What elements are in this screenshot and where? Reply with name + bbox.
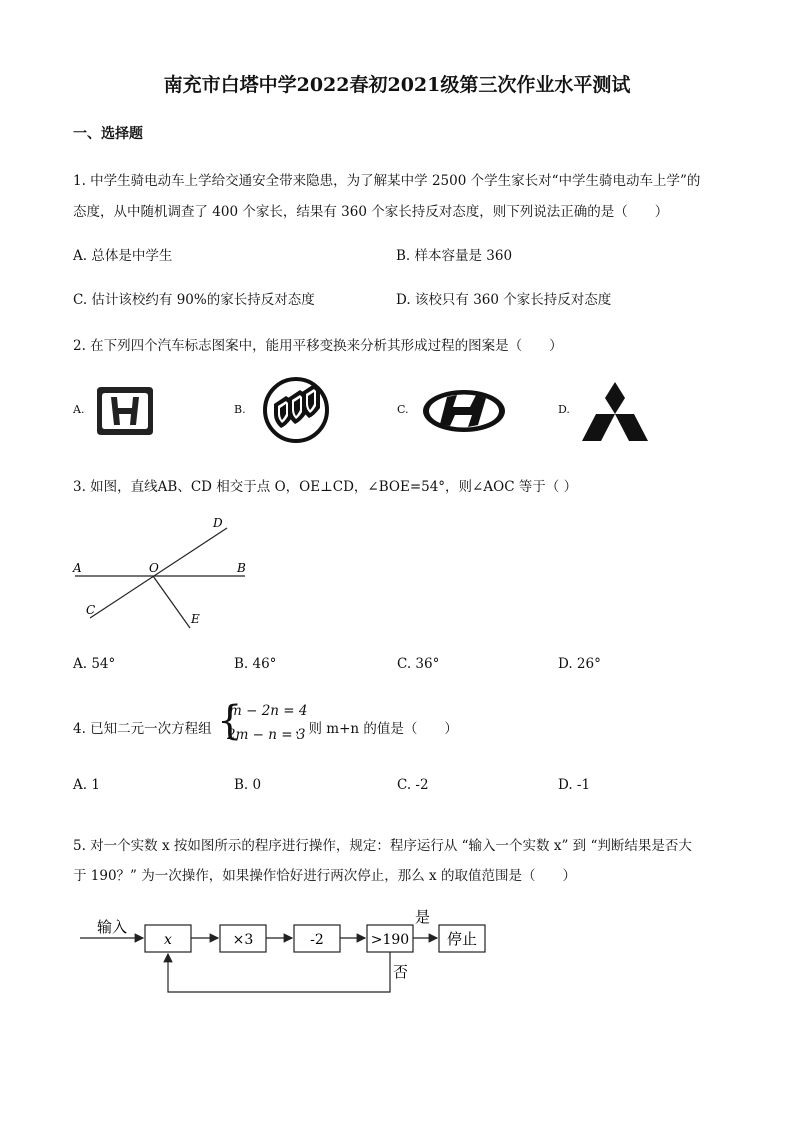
flow-box-compare-label: >190 <box>370 932 410 948</box>
q2-label-d: D. <box>558 403 570 416</box>
q4-prefix: 4. 已知二元一次方程组 <box>73 721 212 737</box>
flow-box-x-label: x <box>164 932 172 948</box>
q1-option-b: B. 样本容量是 360 <box>396 248 513 264</box>
q3-option-a: A. 54° <box>73 656 116 672</box>
q3-option-c: C. 36° <box>397 656 440 672</box>
q3-option-b: B. 46° <box>234 656 277 672</box>
flow-box-stop-label: 停止 <box>446 930 478 948</box>
q1-text-line2: 态度，从中随机调查了 400 个家长，结果有 360 个家长持反对态度，则下列说法正确的是（ ） <box>73 204 669 220</box>
q4-suffix: ，则 m+n 的值是（ ） <box>295 721 458 737</box>
q4-option-c: C. -2 <box>397 777 429 793</box>
section-heading: 一、选择题 <box>73 126 143 142</box>
q1-text-line1: 1. 中学生骑电动车上学给交通安全带来隐患，为了解某中学 2500 个学生家长对“中学生骑电动车上学”的 <box>73 173 701 189</box>
buick-logo-icon <box>262 376 330 444</box>
flow-box-times3-label: ×3 <box>232 932 254 948</box>
flow-no-label: 否 <box>393 963 409 981</box>
q1-option-a: A. 总体是中学生 <box>73 248 173 264</box>
q2-label-a: A. <box>73 403 85 416</box>
label-b: B <box>237 561 246 575</box>
q4-equation-1: m − 2n = 4 <box>229 703 308 719</box>
q4-option-a: A. 1 <box>73 777 100 793</box>
q1-option-d: D. 该校只有 360 个家长持反对态度 <box>396 292 612 308</box>
q4-option-d: D. -1 <box>558 777 591 793</box>
label-e: E <box>191 612 200 626</box>
equation-brace: { <box>217 698 243 744</box>
flow-input-label: 输入 <box>97 918 128 936</box>
page-title: 南充市白塔中学2022春初2021级第三次作业水平测试 <box>163 74 631 96</box>
label-d: D <box>213 516 223 530</box>
mitsubishi-logo-icon <box>580 381 650 443</box>
q3-option-d: D. 26° <box>558 656 601 672</box>
q5-text-line2: 于 190？” 为一次操作，如果操作恰好进行两次停止，那么 x 的取值范围是（ ） <box>73 868 576 884</box>
q3-text: 3. 如图，直线AB、CD 相交于点 O，OE⊥CD，∠BOE=54°，则∠AOC 等于（ ） <box>73 479 578 495</box>
q2-label-b: B. <box>234 403 246 416</box>
label-o: O <box>149 561 159 575</box>
q4-equation-2: 2m − n = 3 <box>227 727 306 743</box>
q2-text: 2. 在下列四个汽车标志图案中，能用平移变换来分析其形成过程的图案是（ ） <box>73 338 563 354</box>
q1-option-c: C. 估计该校约有 90%的家长持反对态度 <box>73 292 315 308</box>
hyundai-logo-icon <box>420 387 508 435</box>
flow-box-minus2-label: -2 <box>310 932 324 948</box>
q2-label-c: C. <box>397 403 409 416</box>
flow-yes-label: 是 <box>415 908 431 926</box>
q3-geometry-figure <box>70 510 260 635</box>
label-a: A <box>73 561 82 575</box>
q4-option-b: B. 0 <box>234 777 262 793</box>
honda-logo-icon <box>95 385 155 437</box>
q5-text-line1: 5. 对一个实数 x 按如图所示的程序进行操作，规定：程序运行从 “输入一个实数 x” 到 “判断结果是否大 <box>73 838 692 854</box>
q5-flowchart <box>75 905 495 1000</box>
label-c: C <box>86 603 96 617</box>
